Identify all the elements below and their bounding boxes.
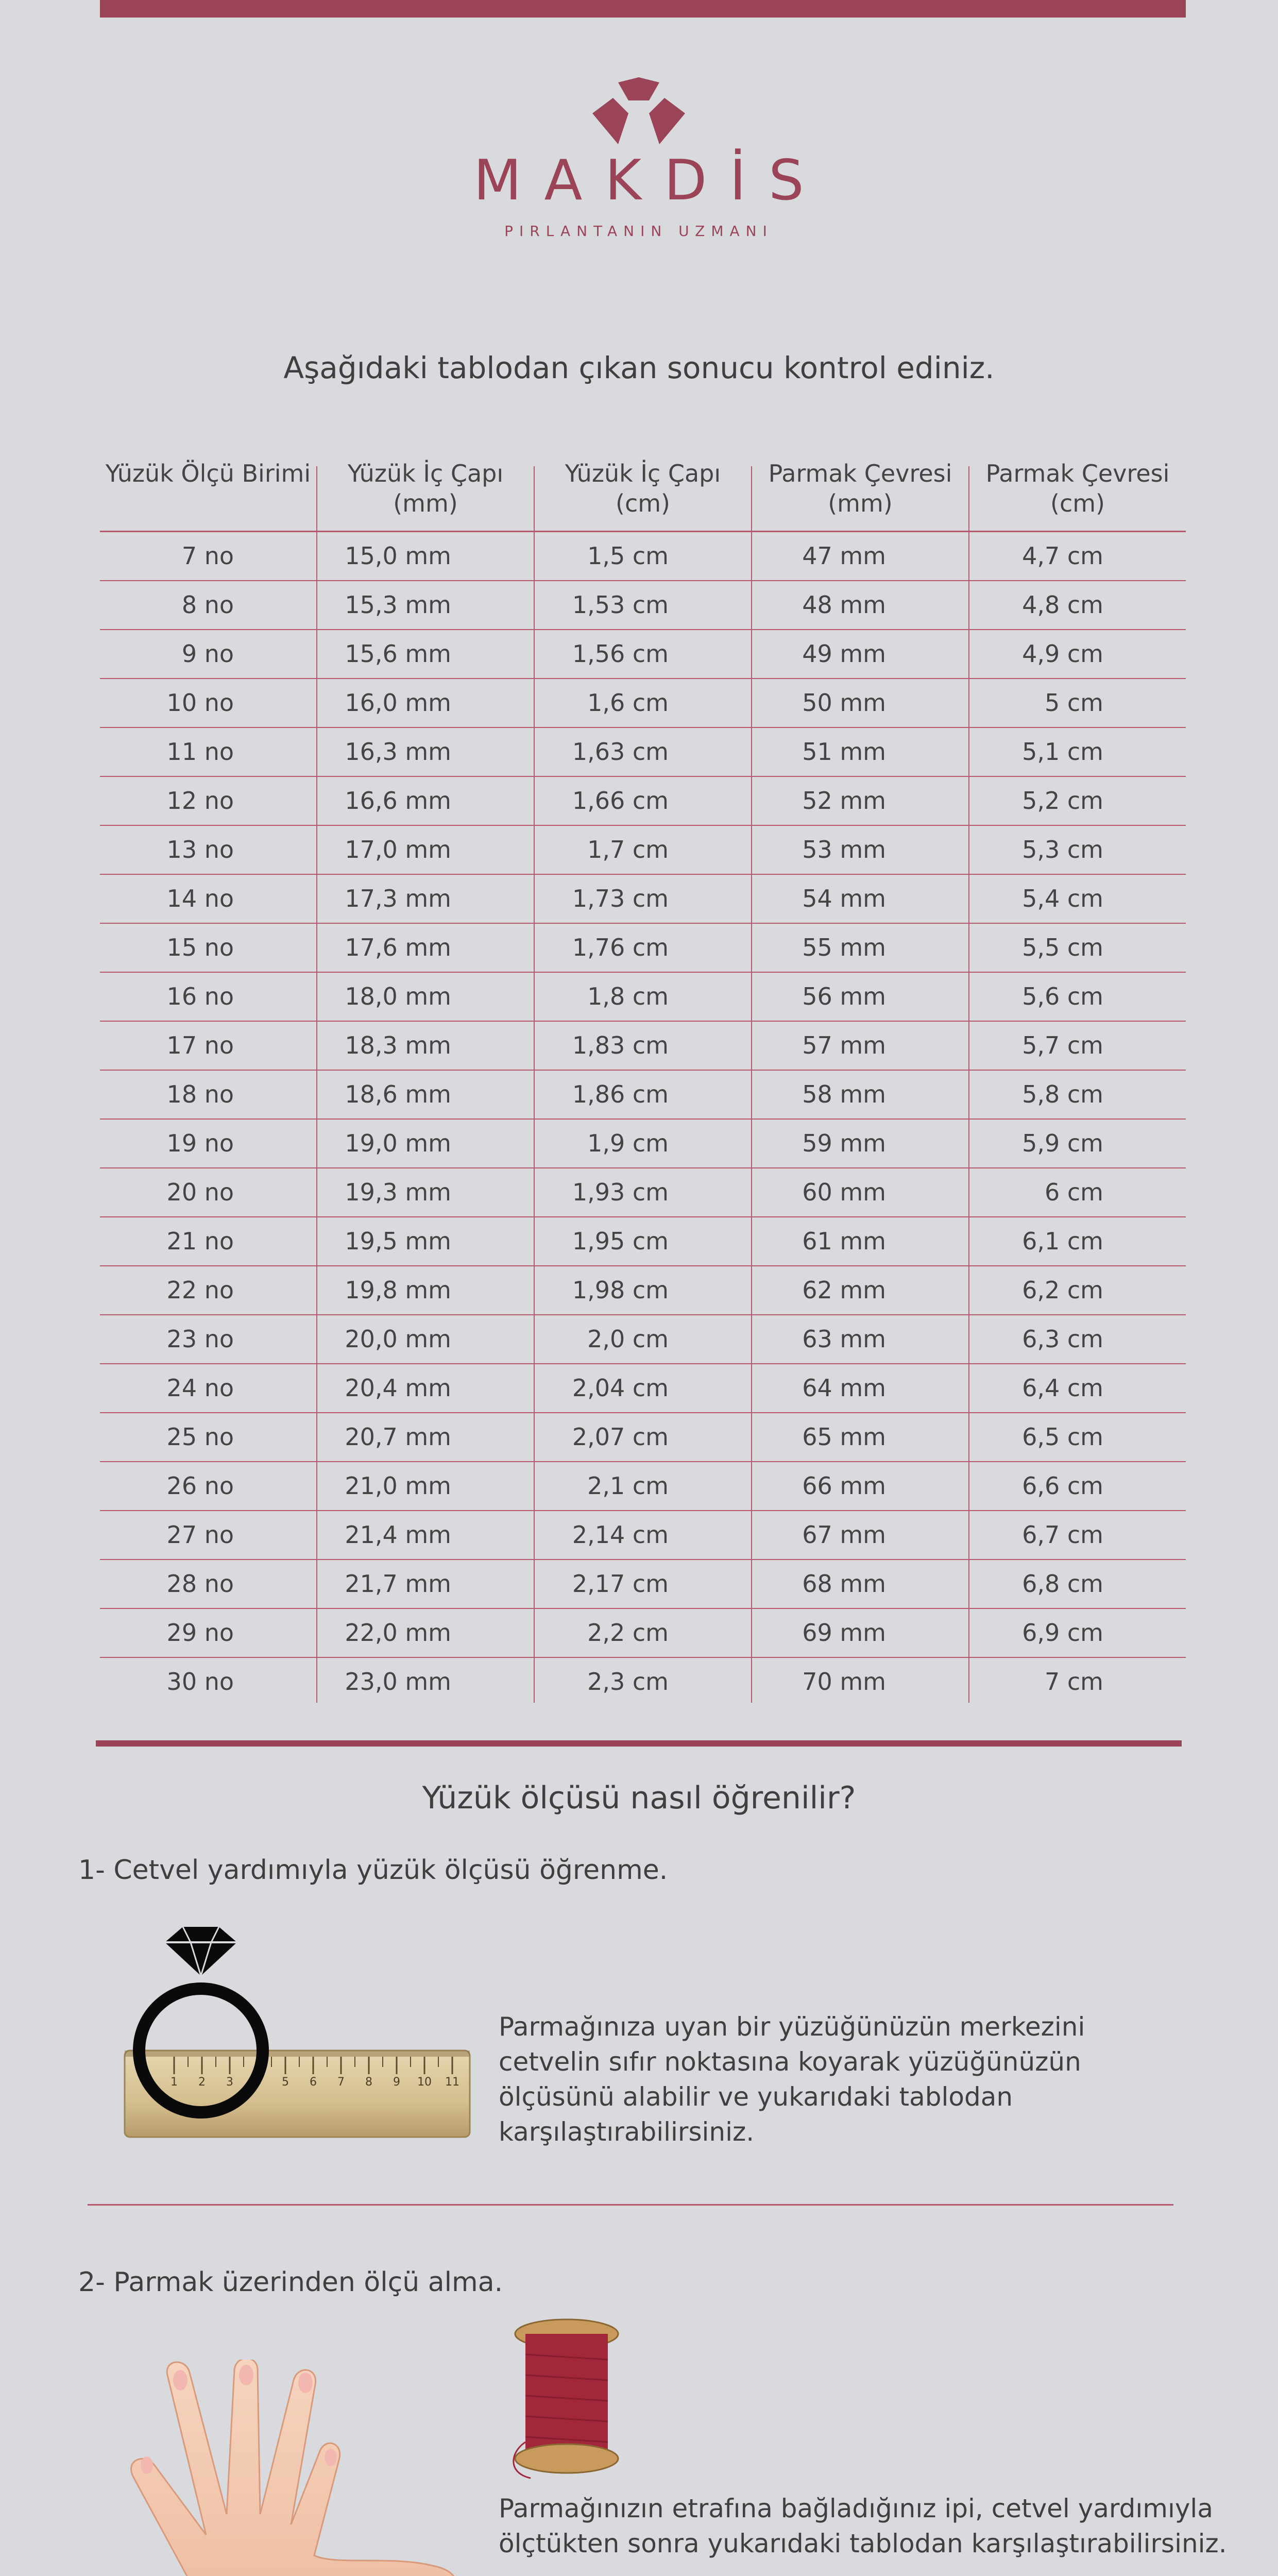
table-cell: 56 mm xyxy=(802,982,886,1010)
table-cell: 18 no xyxy=(166,1080,234,1108)
table-cell: 18,0 mm xyxy=(345,982,451,1010)
table-row xyxy=(100,826,1186,875)
table-cell: 7 cm xyxy=(1045,1668,1103,1696)
table-cell: 2,17 cm xyxy=(572,1570,669,1598)
table-cell: 12 no xyxy=(166,787,234,815)
step1-title: 1- Cetvel yardımıyla yüzük ölçüsü öğrenme. xyxy=(78,1855,668,1886)
table-cell: 18,6 mm xyxy=(345,1080,451,1108)
step2-title: 2- Parmak üzerinden ölçü alma. xyxy=(78,2267,503,2298)
table-row xyxy=(100,1560,1186,1609)
table-cell: 25 no xyxy=(166,1423,234,1451)
table-cell: 10 no xyxy=(166,689,234,717)
column-divider xyxy=(751,466,752,1703)
header-cell xyxy=(752,459,968,518)
header-cell xyxy=(969,459,1186,518)
table-cell: 6,2 cm xyxy=(1022,1276,1103,1304)
table-cell: 66 mm xyxy=(802,1472,886,1500)
table-cell: 15,6 mm xyxy=(345,640,451,668)
table-row xyxy=(100,1658,1186,1706)
table-cell: 50 mm xyxy=(802,689,886,717)
table-row xyxy=(100,679,1186,728)
table-cell: 24 no xyxy=(166,1374,234,1402)
table-row xyxy=(100,1364,1186,1413)
table-cell: 13 no xyxy=(166,836,234,863)
table-cell: 1,66 cm xyxy=(572,787,669,815)
hand-icon xyxy=(103,2360,484,2576)
description-line: Parmağınızın etrafına bağladığınız ipi, cetvel yardımıyla xyxy=(499,2494,1213,2523)
table-cell: 51 mm xyxy=(802,738,886,766)
table-cell: 70 mm xyxy=(802,1668,886,1696)
ruler-tick-label: 11 xyxy=(445,2076,459,2089)
ruler-tick-label: 1 xyxy=(171,2076,178,2089)
table-row xyxy=(100,1071,1186,1120)
table-cell: 6,8 cm xyxy=(1022,1570,1103,1598)
table-cell: 1,8 cm xyxy=(587,982,669,1010)
table-row xyxy=(100,1511,1186,1560)
table-cell: 2,14 cm xyxy=(572,1521,669,1549)
table-cell: 5,9 cm xyxy=(1022,1129,1103,1157)
column-divider xyxy=(968,466,969,1703)
table-row xyxy=(100,1217,1186,1266)
ruler-tick-label: 8 xyxy=(365,2076,372,2089)
thread-spool-icon xyxy=(510,2318,628,2483)
table-row xyxy=(100,728,1186,777)
header-cell xyxy=(100,459,316,488)
table-cell: 65 mm xyxy=(802,1423,886,1451)
table-cell: 6 cm xyxy=(1045,1178,1103,1206)
table-cell: 5,1 cm xyxy=(1022,738,1103,766)
table-row xyxy=(100,1266,1186,1315)
ruler-tick-label: 4 xyxy=(254,2076,261,2089)
ruler-tick-label: 6 xyxy=(310,2076,317,2089)
table-cell: 62 mm xyxy=(802,1276,886,1304)
table-cell: 1,6 cm xyxy=(587,689,669,717)
table-body xyxy=(100,532,1186,1706)
table-cell: 26 no xyxy=(166,1472,234,1500)
table-cell: 15,0 mm xyxy=(345,542,451,570)
table-row xyxy=(100,1168,1186,1217)
table-row xyxy=(100,581,1186,630)
table-cell: 21 no xyxy=(166,1227,234,1255)
header-line: (mm) xyxy=(393,489,458,517)
table-row xyxy=(100,1022,1186,1071)
step-divider xyxy=(88,2204,1173,2206)
table-cell: 60 mm xyxy=(802,1178,886,1206)
description-line: karşılaştırabilirsiniz. xyxy=(499,2117,755,2147)
table-cell: 15,3 mm xyxy=(345,591,451,619)
table-row xyxy=(100,1609,1186,1658)
table-cell: 2,1 cm xyxy=(587,1472,669,1500)
ruler-tick-label: 5 xyxy=(282,2076,289,2089)
table-cell: 1,56 cm xyxy=(572,640,669,668)
table-cell: 5,6 cm xyxy=(1022,982,1103,1010)
table-cell: 2,04 cm xyxy=(572,1374,669,1402)
table-cell: 20 no xyxy=(166,1178,234,1206)
step2-description xyxy=(499,2491,1240,2561)
table-cell: 5,7 cm xyxy=(1022,1031,1103,1059)
header-line: Yüzük İç Çapı xyxy=(565,460,721,487)
table-cell: 5,5 cm xyxy=(1022,934,1103,961)
table-row xyxy=(100,1462,1186,1511)
header-line: (cm) xyxy=(1050,489,1105,517)
header-cell xyxy=(535,459,751,518)
table-cell: 19,3 mm xyxy=(345,1178,451,1206)
section-divider xyxy=(96,1740,1182,1747)
table-cell: 1,5 cm xyxy=(587,542,669,570)
guide-title: Yüzük ölçüsü nasıl öğrenilir? xyxy=(422,1780,856,1816)
column-divider xyxy=(316,466,317,1703)
table-cell: 16,0 mm xyxy=(345,689,451,717)
table-cell: 6,7 cm xyxy=(1022,1521,1103,1549)
table-cell: 6,9 cm xyxy=(1022,1619,1103,1647)
table-cell: 6,3 cm xyxy=(1022,1325,1103,1353)
description-line: cetvelin sıfır noktasına koyarak yüzüğünüzün xyxy=(499,2047,1081,2077)
header-cell xyxy=(317,459,534,518)
table-cell: 5,2 cm xyxy=(1022,787,1103,815)
table-cell: 17,6 mm xyxy=(345,934,451,961)
table-cell: 1,73 cm xyxy=(572,885,669,912)
table-row xyxy=(100,973,1186,1022)
header-line: (cm) xyxy=(616,489,670,517)
ruler-tick-label: 7 xyxy=(337,2076,345,2089)
table-cell: 1,7 cm xyxy=(587,836,669,863)
table-cell: 16,6 mm xyxy=(345,787,451,815)
header-line: Parmak Çevresi xyxy=(768,460,952,487)
table-cell: 19,0 mm xyxy=(345,1129,451,1157)
table-cell: 7 no xyxy=(181,542,234,570)
table-cell: 29 no xyxy=(166,1619,234,1647)
table-cell: 22 no xyxy=(166,1276,234,1304)
table-cell: 2,3 cm xyxy=(587,1668,669,1696)
table-cell: 5,4 cm xyxy=(1022,885,1103,912)
header-line: (mm) xyxy=(828,489,893,517)
description-line: ölçtükten sonra yukarıdaki tablodan karşılaştırabilirsiniz. xyxy=(499,2529,1227,2558)
table-cell: 1,63 cm xyxy=(572,738,669,766)
table-cell: 6,6 cm xyxy=(1022,1472,1103,1500)
table-cell: 4,7 cm xyxy=(1022,542,1103,570)
table-cell: 17,3 mm xyxy=(345,885,451,912)
table-cell: 22,0 mm xyxy=(345,1619,451,1647)
table-cell: 28 no xyxy=(166,1570,234,1598)
table-cell: 1,83 cm xyxy=(572,1031,669,1059)
table-cell: 19,5 mm xyxy=(345,1227,451,1255)
table-cell: 2,07 cm xyxy=(572,1423,669,1451)
table-cell: 49 mm xyxy=(802,640,886,668)
description-line: ölçüsünü alabilir ve yukarıdaki tablodan xyxy=(499,2082,1013,2112)
column-divider xyxy=(534,466,535,1703)
table-cell: 2,0 cm xyxy=(587,1325,669,1353)
table-row xyxy=(100,1413,1186,1462)
table-cell: 1,98 cm xyxy=(572,1276,669,1304)
ruler-edge xyxy=(125,2050,470,2057)
table-cell: 1,93 cm xyxy=(572,1178,669,1206)
table-cell: 69 mm xyxy=(802,1619,886,1647)
top-accent-bar xyxy=(100,0,1186,18)
table-cell: 5 cm xyxy=(1045,689,1103,717)
ruler-body xyxy=(125,2050,470,2137)
header-line: Parmak Çevresi xyxy=(985,460,1170,487)
table-cell: 16 no xyxy=(166,982,234,1010)
table-cell: 23,0 mm xyxy=(345,1668,451,1696)
table-row xyxy=(100,1120,1186,1168)
table-cell: 11 no xyxy=(166,738,234,766)
table-cell: 6,4 cm xyxy=(1022,1374,1103,1402)
table-cell: 14 no xyxy=(166,885,234,912)
table-cell: 47 mm xyxy=(802,542,886,570)
ruler-tick-label: 10 xyxy=(417,2076,432,2089)
table-cell: 21,4 mm xyxy=(345,1521,451,1549)
table-cell: 63 mm xyxy=(802,1325,886,1353)
table-cell: 67 mm xyxy=(802,1521,886,1549)
table-row xyxy=(100,777,1186,826)
intro-text: Aşağıdaki tablodan çıkan sonucu kontrol ediniz. xyxy=(283,350,995,385)
table-cell: 20,0 mm xyxy=(345,1325,451,1353)
header-line: Yüzük Ölçü Birimi xyxy=(105,460,311,487)
table-cell: 15 no xyxy=(166,934,234,961)
table-cell: 27 no xyxy=(166,1521,234,1549)
ruler-tick-label: 2 xyxy=(198,2076,206,2089)
table-header xyxy=(100,453,1186,532)
table-cell: 1,86 cm xyxy=(572,1080,669,1108)
ruler-tick-label: 3 xyxy=(226,2076,233,2089)
table-cell: 57 mm xyxy=(802,1031,886,1059)
table-cell: 61 mm xyxy=(802,1227,886,1255)
table-cell: 17,0 mm xyxy=(345,836,451,863)
table-cell: 64 mm xyxy=(802,1374,886,1402)
table-cell: 9 no xyxy=(181,640,234,668)
table-cell: 52 mm xyxy=(802,787,886,815)
brand-name: MAKDİS xyxy=(473,148,827,213)
table-cell: 68 mm xyxy=(802,1570,886,1598)
table-cell: 23 no xyxy=(166,1325,234,1353)
table-cell: 59 mm xyxy=(802,1129,886,1157)
table-cell: 19,8 mm xyxy=(345,1276,451,1304)
table-cell: 6,5 cm xyxy=(1022,1423,1103,1451)
table-cell: 55 mm xyxy=(802,934,886,961)
table-cell: 17 no xyxy=(166,1031,234,1059)
table-cell: 21,7 mm xyxy=(345,1570,451,1598)
table-cell: 4,9 cm xyxy=(1022,640,1103,668)
header-line: Yüzük İç Çapı xyxy=(347,460,504,487)
table-row xyxy=(100,532,1186,581)
table-cell: 53 mm xyxy=(802,836,886,863)
table-cell: 16,3 mm xyxy=(345,738,451,766)
table-cell: 5,3 cm xyxy=(1022,836,1103,863)
description-line: Parmağınıza uyan bir yüzüğünüzün merkezini xyxy=(499,2012,1085,2042)
table-cell: 30 no xyxy=(166,1668,234,1696)
table-cell: 54 mm xyxy=(802,885,886,912)
ruler-ring-illustration xyxy=(124,1922,474,2148)
brand-tagline: PIRLANTANIN UZMANI xyxy=(504,223,773,240)
ruler-tick-label: 9 xyxy=(393,2076,400,2089)
table-row xyxy=(100,924,1186,973)
table-cell: 6,1 cm xyxy=(1022,1227,1103,1255)
table-cell: 19 no xyxy=(166,1129,234,1157)
table-cell: 1,76 cm xyxy=(572,934,669,961)
table-cell: 20,4 mm xyxy=(345,1374,451,1402)
diamond-logo-icon xyxy=(587,77,690,149)
table-cell: 8 no xyxy=(181,591,234,619)
table-cell: 1,95 cm xyxy=(572,1227,669,1255)
table-cell: 2,2 cm xyxy=(587,1619,669,1647)
step1-description xyxy=(499,2009,1168,2149)
table-cell: 4,8 cm xyxy=(1022,591,1103,619)
table-cell: 20,7 mm xyxy=(345,1423,451,1451)
table-cell: 58 mm xyxy=(802,1080,886,1108)
table-cell: 1,9 cm xyxy=(587,1129,669,1157)
table-row xyxy=(100,1315,1186,1364)
table-cell: 48 mm xyxy=(802,591,886,619)
diamond-icon xyxy=(165,1927,237,1976)
table-cell: 5,8 cm xyxy=(1022,1080,1103,1108)
table-cell: 18,3 mm xyxy=(345,1031,451,1059)
table-cell: 21,0 mm xyxy=(345,1472,451,1500)
table-cell: 1,53 cm xyxy=(572,591,669,619)
ring-size-table xyxy=(100,453,1186,1706)
table-row xyxy=(100,875,1186,924)
table-row xyxy=(100,630,1186,679)
